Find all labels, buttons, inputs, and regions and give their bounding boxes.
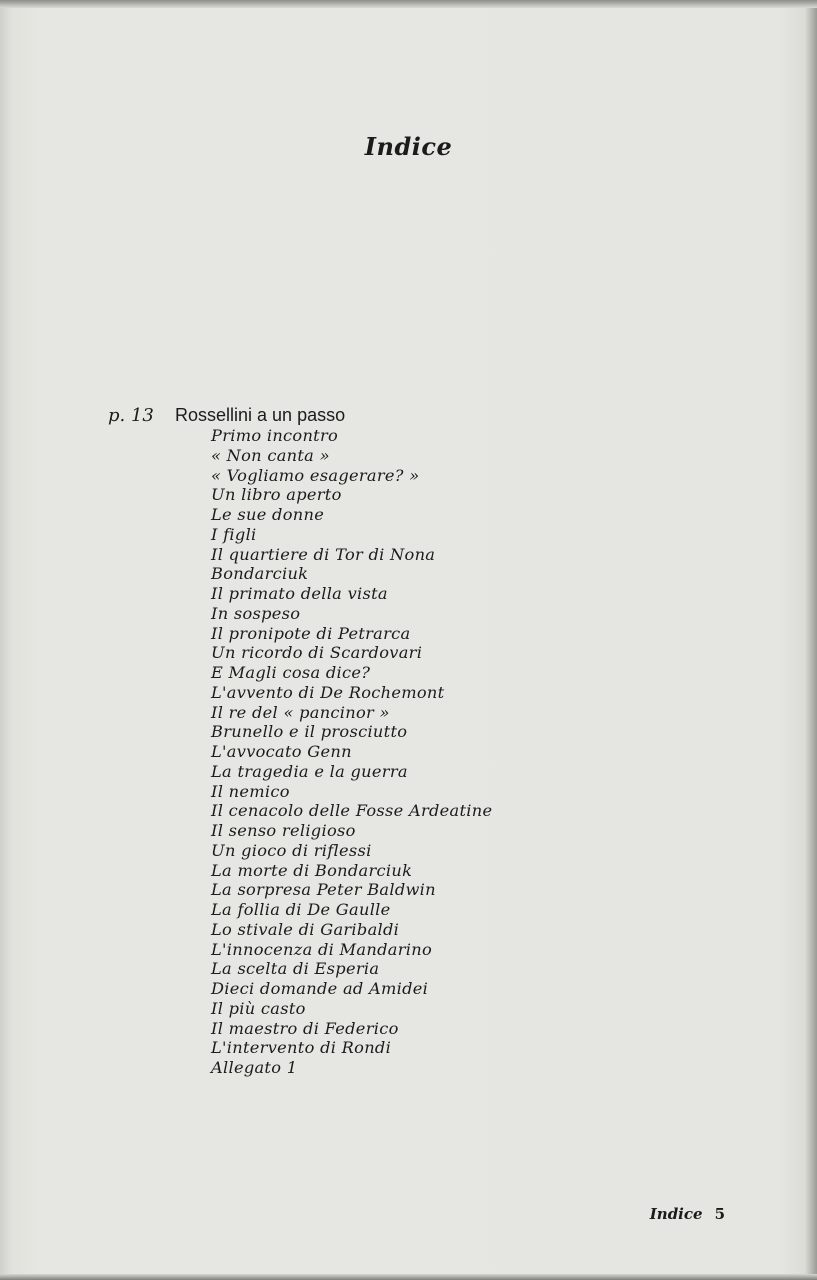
toc-section-item: La scelta di Esperia [211,959,380,979]
toc-section-item: L'avvento di De Rochemont [211,682,445,702]
toc-section-item: Dieci domande ad Amidei [211,979,429,998]
toc-chapter-title: Rossellini a un passo [175,405,346,425]
toc-section-item: Il nemico [211,781,290,801]
toc-section-item: L'innocenza di Mandarino [211,939,433,959]
toc-section-item: Primo incontro [211,426,339,445]
toc-section-item: Il cenacolo delle Fosse Ardeatine [211,801,493,821]
toc-section-item: Il più casto [211,998,306,1018]
toc-section-item: Allegato 1 [211,1058,298,1077]
toc-section-item: Il maestro di Federico [211,1018,399,1038]
toc-section-item: La sorpresa Peter Baldwin [211,880,436,900]
toc-section-item: Un gioco di riflessi [211,840,372,860]
toc-section-item: « Non canta » [211,445,330,465]
toc-section-item: E Magli cosa dice? [211,663,371,682]
toc-section-item: La tragedia e la guerra [211,761,408,781]
toc-section-item: « Vogliamo esagerare? » [211,465,420,485]
toc-section-item: Bondarciuk [211,564,309,584]
running-title: Indice [649,1205,703,1223]
toc-section-item: Il pronipote di Petrarca [211,623,411,643]
toc-section-item: Il quartiere di Tor di Nona [211,544,436,564]
toc-section-item: Un libro aperto [211,485,342,505]
toc-section-item: L'avvocato Genn [211,742,352,761]
toc-section-list [211,426,668,1078]
page-title: Indice [364,132,453,161]
toc-section-item: I figli [211,524,257,544]
page-top-edge [0,0,817,8]
toc-section-item: Lo stivale di Garibaldi [211,919,400,939]
toc-section-item: Il senso religioso [211,821,356,840]
toc-section-item: Un ricordo di Scardovari [211,643,423,663]
toc-chapter-row [108,404,668,426]
table-of-contents [108,404,668,1078]
toc-section-item: La follia di De Gaulle [211,900,391,919]
toc-section-item: Brunello e il prosciutto [211,722,408,742]
toc-section-item: Il primato della vista [211,584,388,603]
toc-section-item: La morte di Bondarciuk [211,860,413,880]
page-number: 5 [714,1205,725,1223]
page-footer [650,1205,725,1223]
toc-section-item: In sospeso [211,603,301,623]
toc-section-item: L'intervento di Rondi [211,1038,392,1058]
page-bottom-edge [0,1274,817,1280]
toc-section-item: Le sue donne [211,505,325,524]
toc-section-item: Il re del « pancinor » [211,702,390,722]
toc-page-reference: p. 13 [108,405,154,426]
